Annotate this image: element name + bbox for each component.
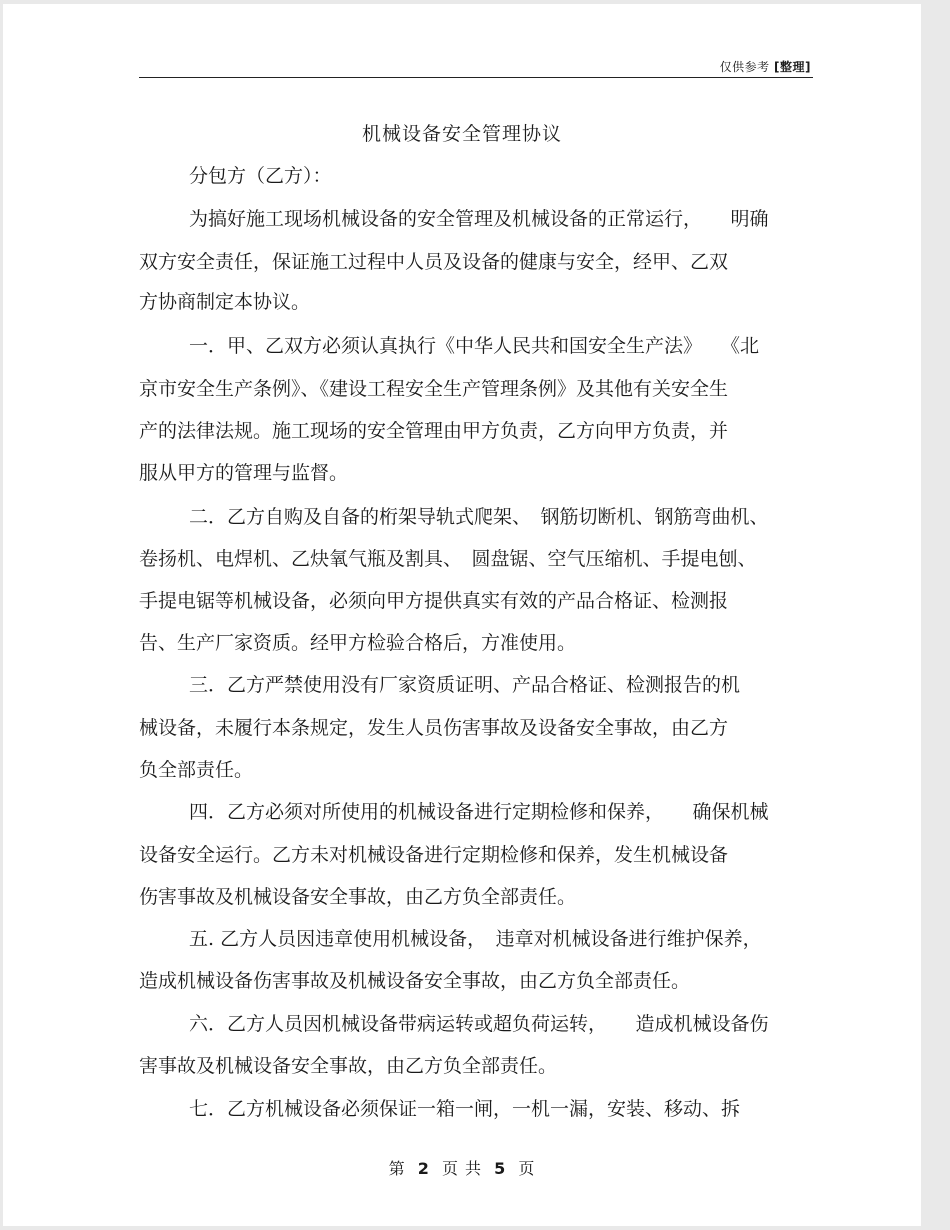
body-line: 一．甲、乙双方必须认真执行《中华人民共和国安全生产法》 《北 <box>189 335 760 357</box>
footer-total-pages: 5 <box>494 1159 507 1178</box>
footer-suffix: 页 <box>518 1159 536 1178</box>
header-note-tag: [整理] <box>774 60 811 74</box>
body-line: 京市安全生产条例》、《建设工程安全生产管理条例》及其他有关安全生 <box>139 378 729 400</box>
footer-prefix: 第 <box>388 1159 406 1178</box>
header-rule <box>139 77 813 78</box>
document-page <box>3 4 921 1226</box>
body-line: 械设备，未履行本条规定，发生人员伤害事故及设备安全事故，由乙方 <box>139 717 729 739</box>
body-line: 服从甲方的管理与监督。 <box>139 462 349 484</box>
body-line: 害事故及机械设备安全事故，由乙方负全部责任。 <box>139 1055 558 1077</box>
header-note-text: 仅供参考 <box>719 60 770 74</box>
body-line: 手提电锯等机械设备，必须向甲方提供真实有效的产品合格证、检测报 <box>139 590 729 612</box>
body-line: 告、生产厂家资质。经甲方检验合格后，方准使用。 <box>139 632 577 654</box>
body-line: 造成机械设备伤害事故及机械设备安全事故，由乙方负全部责任。 <box>139 970 691 992</box>
body-line: 双方安全责任，保证施工过程中人员及设备的健康与安全，经甲、乙双 <box>139 251 729 273</box>
body-line: 为搞好施工现场机械设备的安全管理及机械设备的正常运行， 明确 <box>189 208 769 230</box>
footer-middle: 页 共 <box>441 1159 483 1178</box>
document-title: 机械设备安全管理协议 <box>361 123 562 145</box>
body-line: 产的法律法规。施工现场的安全管理由甲方负责，乙方向甲方负责，并 <box>139 420 729 442</box>
body-line: 六．乙方人员因机械设备带病运转或超负荷运转， 造成机械设备伤 <box>189 1013 769 1035</box>
body-line: 五. 乙方人员因违章使用机械设备， 违章对机械设备进行维护保养， <box>189 928 762 950</box>
body-line: 七．乙方机械设备必须保证一箱一闸，一机一漏，安装、移动、拆 <box>189 1098 741 1120</box>
body-line: 负全部责任。 <box>139 759 254 781</box>
body-line: 三．乙方严禁使用没有厂家资质证明、产品合格证、检测报告的机 <box>189 674 741 696</box>
footer-page-number: 2 <box>417 1159 430 1178</box>
body-line: 伤害事故及机械设备安全事故，由乙方负全部责任。 <box>139 886 577 908</box>
body-line: 二．乙方自购及自备的桁架导轨式爬架、 钢筋切断机、钢筋弯曲机、 <box>189 506 769 528</box>
body-line: 四．乙方必须对所使用的机械设备进行定期检修和保养， 确保机械 <box>189 801 769 823</box>
body-line: 方协商制定本协议。 <box>139 291 311 313</box>
body-line: 设备安全运行。乙方未对机械设备进行定期检修和保养，发生机械设备 <box>139 844 729 866</box>
body-line: 分包方（乙方）： <box>189 165 332 187</box>
header-note <box>720 58 811 75</box>
body-line: 卷扬机、电焊机、乙炔氧气瓶及割具、 圆盘锯、空气压缩机、手提电刨、 <box>139 548 757 570</box>
page-footer <box>3 1156 921 1179</box>
